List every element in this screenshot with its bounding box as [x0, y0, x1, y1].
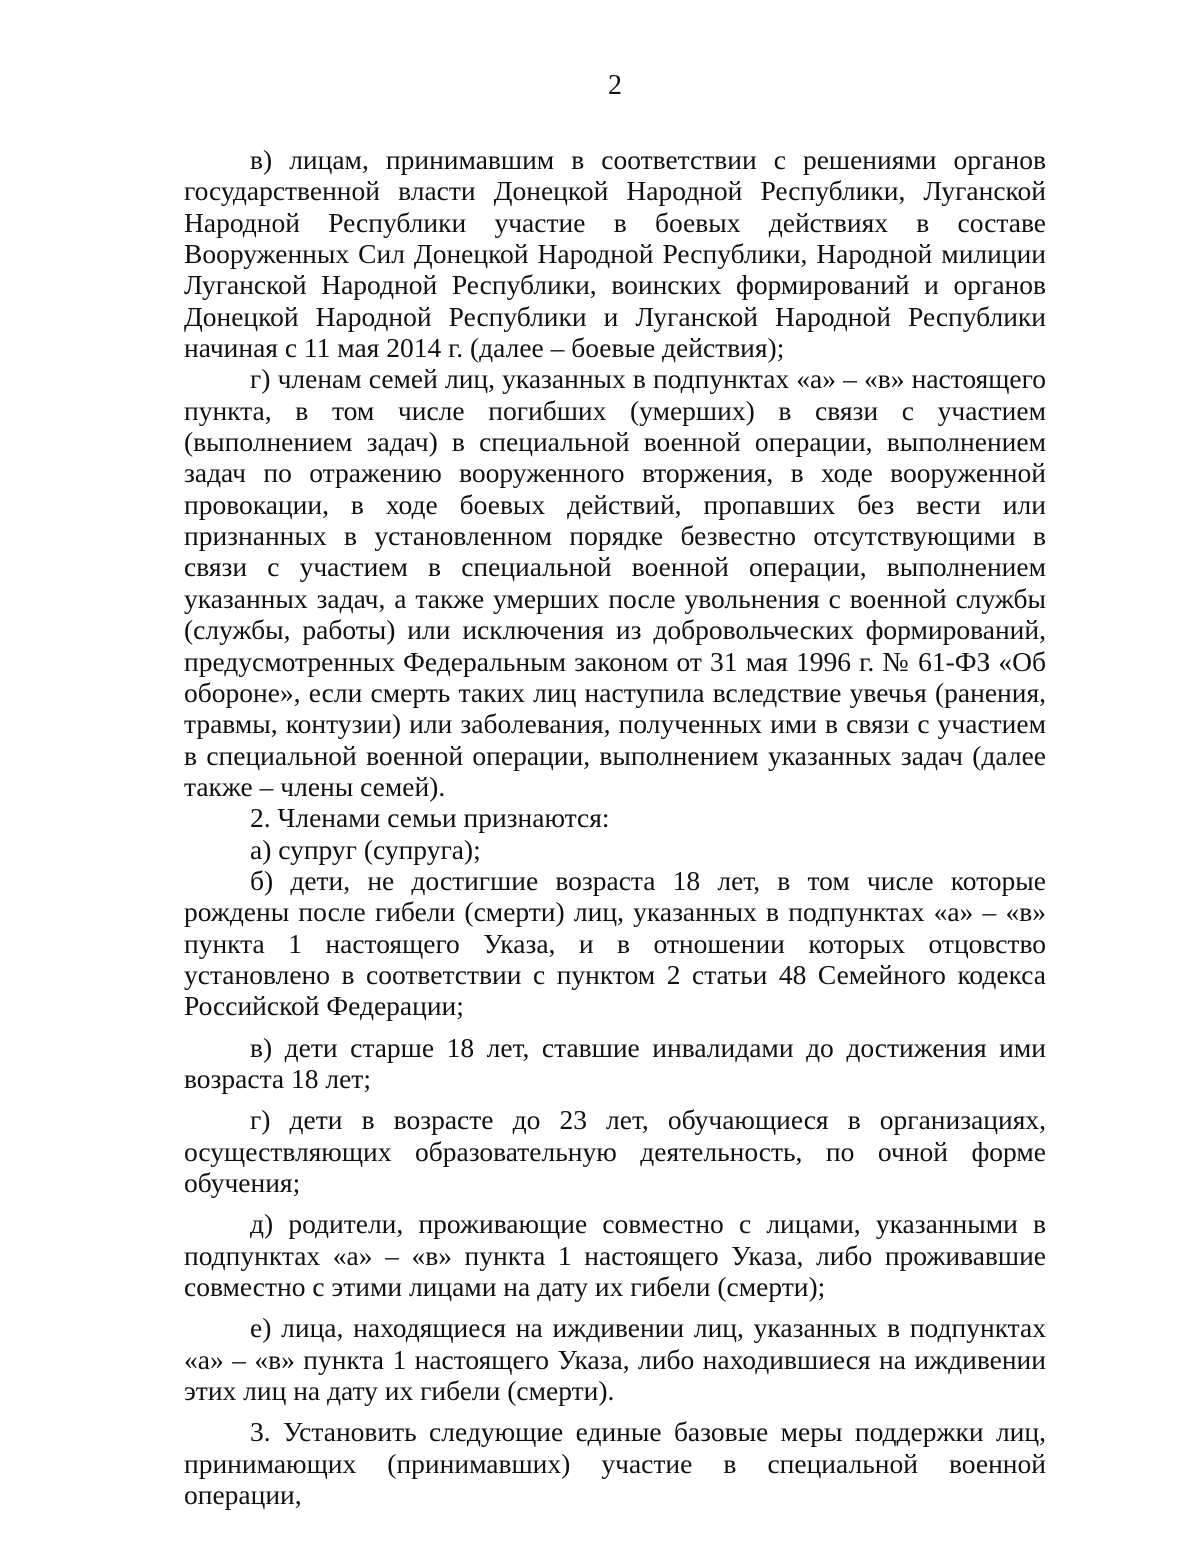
paragraph-subitem-g-family-members: г) членам семей лиц, указанных в подпунктах «а» – «в» настоящего пункта, в том числе погибших (умерших) в связи с участием (выполнением задач) в специальной военной операции, выполнением задач по отражению вооруженного вторжения, в ходе вооруженной провокации, в ходе боевых действий, пропавших без вести или признанных в установленном порядке безвестно отсутствующими в связи с участием в специальной военной операции, выполнением указанных задач, а также умерших после увольнения с военной службы (службы, работы) или исключения из добровольческих формирований, предусмотренных Федеральным законом от 31 мая 1996 г. № 61-ФЗ «Об обороне», если смерть таких лиц наступила вследствие увечья (ранения, травмы, контузии) или заболевания, полученных ими в связи с участием в специальной военной операции, выполнением указанных задач (далее также – члены семей). [184, 363, 1046, 802]
paragraph-subitem-g-students: г) дети в возрасте до 23 лет, обучающиеся в организациях, осуществляющих образовательную деятельность, по очной форме обучения; [184, 1104, 1046, 1198]
page-number: 2 [608, 70, 622, 101]
paragraph-item-2-family-definition: 2. Членами семьи признаются: [250, 802, 610, 834]
paragraph-subitem-d-parents: д) родители, проживающие совместно с лицами, указанными в подпунктах «а» – «в» пункта 1 настоящего Указа, либо проживавшие совместно с этими лицами на дату их гибели (смерти); [184, 1208, 1046, 1303]
paragraph-subitem-v-disabled-children: в) дети старше 18 лет, ставшие инвалидами до достижения ими возраста 18 лет; [184, 1031, 1046, 1094]
paragraph-subitem-v-combat-participants: в) лицам, принимавшим в соответствии с решениями органов государственной власти Донецкой Народной Республики, Луганской Народной Республики участие в боевых действиях в составе Вооруженных Сил Донецкой Народной Республики, Народной милиции Луганской Народной Республики, воинских формирований и органов Донецкой Народной Республики и Луганской Народной Республики начиная с 11 мая 2014 г. (далее – боевые действия); [184, 144, 1046, 364]
paragraph-subitem-a-spouse: а) супруг (супруга); [250, 833, 481, 865]
document-body [184, 144, 1046, 1510]
paragraph-item-3-support-measures: 3. Установить следующие единые базовые меры поддержки лиц, принимающих (принимавших) участие в специальной военной операции, [184, 1416, 1046, 1511]
paragraph-subitem-b-children: б) дети, не достигшие возраста 18 лет, в том числе которые рождены после гибели (смерти) лиц, указанных в подпунктах «а» – «в» пункта 1 настоящего Указа, и в отношении которых отцовство установлено в соответствии с пунктом 2 статьи 48 Семейного кодекса Российской Федерации; [184, 864, 1046, 1022]
paragraph-subitem-e-dependents: е) лица, находящиеся на иждивении лиц, указанных в подпунктах «а» – «в» пункта 1 настоящего Указа, либо находившиеся на иждивении этих лиц на дату их гибели (смерти). [184, 1312, 1046, 1407]
